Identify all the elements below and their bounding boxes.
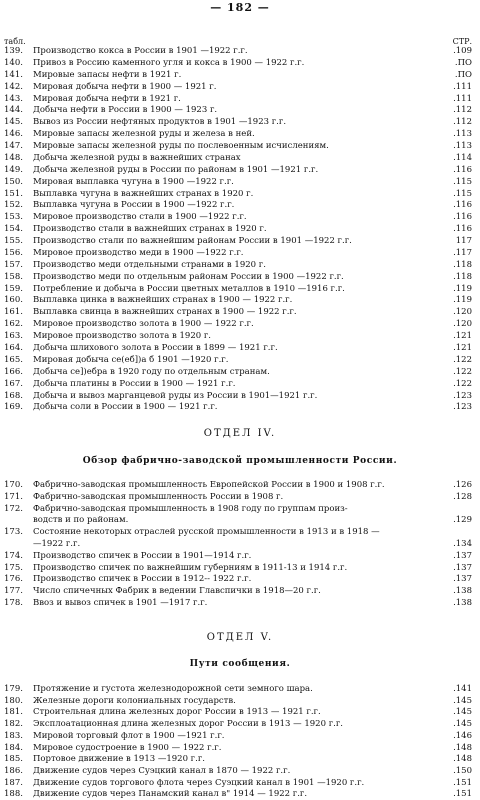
entry-number: 156. xyxy=(4,247,23,258)
entry-number: 140. xyxy=(4,57,23,68)
toc-entry xyxy=(0,765,480,777)
toc-entry xyxy=(0,562,480,574)
entry-page: .137 xyxy=(453,562,472,573)
entry-page: .116 xyxy=(453,200,472,211)
entry-number: 175. xyxy=(4,562,23,573)
entry-page: .129 xyxy=(453,515,472,526)
table-column-header: табл. xyxy=(4,37,26,46)
entry-page: .138 xyxy=(453,598,472,608)
entry-page: .120 xyxy=(453,307,472,318)
toc-entry xyxy=(0,683,480,695)
entry-number: 186. xyxy=(4,765,23,776)
entry-title: Выплавка цинка в важнейших странах в 1900 — 1922 г.г. xyxy=(33,295,293,306)
entry-page: .112 xyxy=(453,117,472,128)
toc-entry xyxy=(0,140,480,152)
entry-title: Мировой торговый флот в 1900 —1921 г.г. xyxy=(33,730,225,741)
entry-title: Мировое производство стали в 1900 —1922 г.г. xyxy=(33,212,247,223)
entry-title: Привоз в Россию каменного угля и кокса в 1900 — 1922 г.г. xyxy=(33,57,305,68)
entry-page: .117 xyxy=(453,247,472,258)
toc-entry xyxy=(0,514,480,526)
entry-title: Добыча железной руды в России по районам в 1901 —1921 г.г. xyxy=(33,164,319,175)
entry-number: 187. xyxy=(4,777,23,788)
entry-title: Ввоз и вывоз спичек в 1901 —1917 г.г. xyxy=(33,598,208,608)
toc-entry xyxy=(0,390,480,402)
entry-title: Железные дороги колониальных государств. xyxy=(33,695,236,706)
toc-entry xyxy=(0,259,480,271)
entry-title: Мировые запасы железной руды по послевоенным исчислениям. xyxy=(33,141,329,152)
entry-title: Число спичечных Фабрик в ведении Главспички в 1918—20 г.г. xyxy=(33,586,321,597)
toc-entry xyxy=(0,753,480,765)
toc-entry xyxy=(0,777,480,789)
entry-page: 117 xyxy=(455,236,472,247)
toc-entry xyxy=(0,550,480,562)
entry-number: 165. xyxy=(4,354,23,365)
entry-number: 141. xyxy=(4,69,23,80)
entry-number: 171. xyxy=(4,491,23,502)
entry-title: —1922 г.г. xyxy=(33,539,81,549)
entry-number: 166. xyxy=(4,366,23,377)
entry-number: 139. xyxy=(4,46,23,56)
entry-title: Добыча и вывоз марганцевой руды из России в 1901—1921 г.г. xyxy=(33,390,318,401)
entry-number: 167. xyxy=(4,378,23,389)
entry-page: .116 xyxy=(453,164,472,175)
entry-number: 144. xyxy=(4,105,23,116)
entry-title: Производство кокса в России в 1901 —1922 г.г. xyxy=(33,46,248,56)
toc-entry xyxy=(0,318,480,330)
entry-title: Добыча шлихового золота в России в 1899 — 1921 г.г. xyxy=(33,343,278,353)
toc-entry xyxy=(0,306,480,318)
toc-entry xyxy=(0,45,480,57)
entry-title: Движение судов через Панамский канал в" 1914 — 1922 г.г. xyxy=(33,789,308,800)
toc-entry xyxy=(0,718,480,730)
entry-number: 154. xyxy=(4,224,23,235)
entry-page: .137 xyxy=(453,574,472,585)
entry-number: 179. xyxy=(4,684,23,694)
entry-title: Строительная длина железных дорог России в 1913 — 1921 г.г. xyxy=(33,707,321,718)
entry-title: Производство спичек в России в 1901—1914 г.г. xyxy=(33,550,252,561)
entry-number: 159. xyxy=(4,283,23,294)
entry-title: Выплавка свинца в важнейших странах в 1900 — 1922 г.г. xyxy=(33,307,297,318)
entry-page: .120 xyxy=(453,319,472,330)
entry-page: .ПО xyxy=(454,57,472,68)
toc-entry xyxy=(0,283,480,295)
section-5-title: Пути сообщения. xyxy=(189,659,291,669)
entry-title: Мировое производство меди в 1900 —1922 г.г. xyxy=(33,247,244,258)
entry-number: 142. xyxy=(4,81,23,92)
entry-page: .122 xyxy=(453,366,472,377)
entry-page: .109 xyxy=(453,46,472,56)
entry-number: 146. xyxy=(4,129,23,140)
toc-entry xyxy=(0,695,480,707)
entry-title: Состояние некоторых отраслей русской промышленности в 1913 и в 1918 — xyxy=(33,527,380,538)
entry-page: .121 xyxy=(453,343,472,353)
entry-page: .148 xyxy=(453,754,472,765)
entry-number: 153. xyxy=(4,212,23,223)
toc-entry xyxy=(0,188,480,200)
entry-title: водств и по районам. xyxy=(33,515,129,526)
entry-page: .111 xyxy=(453,93,472,104)
entry-page: .115 xyxy=(453,176,472,187)
entry-title: Выплавка чугуна в важнейших странах в 1920 г. xyxy=(33,188,254,199)
entry-page: .151 xyxy=(453,777,472,788)
entry-title: Производство спичек в России в 1912-- 1922 г.г. xyxy=(33,574,252,585)
entry-page: .115 xyxy=(453,188,472,199)
entry-page: .111 xyxy=(453,81,472,92)
toc-entry xyxy=(0,164,480,176)
entry-number: 185. xyxy=(4,754,23,765)
entry-title: Мировая добыча нефти в 1900 — 1921 г. xyxy=(33,81,217,92)
entry-number: 178. xyxy=(4,598,23,608)
entry-page: .116 xyxy=(453,212,472,223)
entry-number: 143. xyxy=(4,93,23,104)
toc-entry xyxy=(0,503,480,515)
section-5-heading: ОТДЕЛ V. xyxy=(206,632,274,643)
toc-entry xyxy=(0,69,480,81)
entry-page: .126 xyxy=(453,480,472,490)
entry-title: Движение судов торгового флота через Суэцкий канал в 1901 —1920 г.г. xyxy=(33,777,365,788)
entry-number: 145. xyxy=(4,117,23,128)
entry-page: .138 xyxy=(453,586,472,597)
entry-number: 176. xyxy=(4,574,23,585)
entry-title: Добыча платины в России в 1900 — 1921 г.г. xyxy=(33,378,236,389)
toc-entry xyxy=(0,378,480,390)
entry-page: .122 xyxy=(453,354,472,365)
toc-entry xyxy=(0,706,480,718)
entry-title: Мировые запасы железной руды и железа в ней. xyxy=(33,129,255,140)
entry-page: .123 xyxy=(453,390,472,401)
entry-title: Мировая добыча се(еб])а б 1901 —1920 г.г. xyxy=(33,354,229,365)
toc-entry xyxy=(0,57,480,69)
entry-number: 155. xyxy=(4,236,23,247)
entry-title: Мировая добыча нефти в 1921 г. xyxy=(33,93,181,104)
toc-entry xyxy=(0,81,480,93)
entry-number: 172. xyxy=(4,503,23,514)
entry-page: .113 xyxy=(453,129,472,140)
entry-page: .123 xyxy=(453,402,472,413)
toc-entry xyxy=(0,479,480,491)
toc-entry xyxy=(0,152,480,164)
toc-entry xyxy=(0,235,480,247)
entry-number: 188. xyxy=(4,789,23,800)
entry-title: Производство меди по отдельным районам России в 1900 —1922 г.г. xyxy=(33,271,344,282)
entry-number: 163. xyxy=(4,331,23,342)
entry-number: 182. xyxy=(4,719,23,730)
toc-entry xyxy=(0,538,480,550)
entry-number: 152. xyxy=(4,200,23,211)
toc-entry xyxy=(0,330,480,342)
page-column-header: СТР. xyxy=(452,37,472,46)
entry-page: .134 xyxy=(453,539,472,549)
entry-number: 180. xyxy=(4,695,23,706)
entry-page: .121 xyxy=(453,331,472,342)
toc-entry xyxy=(0,585,480,597)
toc-entry xyxy=(0,573,480,585)
entry-title: Движение судов через Суэцкий канал в 1870 — 1922 г.г. xyxy=(33,765,291,776)
entry-title: Добыча се])ебра в 1920 году по отдельным странам. xyxy=(33,366,270,377)
toc-entry xyxy=(0,366,480,378)
entry-number: 170. xyxy=(4,480,23,490)
entry-number: 174. xyxy=(4,550,23,561)
toc-entry xyxy=(0,342,480,354)
section-4-heading: ОТДЕЛ IV. xyxy=(203,428,277,439)
entry-page: .112 xyxy=(453,105,472,116)
entry-number: 158. xyxy=(4,271,23,282)
entry-title: Протяжение и густота железнодорожной сети земного шара. xyxy=(33,684,313,694)
entry-title: Добыча соли в России в 1900 — 1921 г.г. xyxy=(33,402,218,413)
entry-number: 157. xyxy=(4,259,23,270)
entry-title: Производство спичек по важнейшим губерниям в 1911-13 и 1914 г.г. xyxy=(33,562,348,573)
entry-number: 161. xyxy=(4,307,23,318)
entry-page: .118 xyxy=(453,271,472,282)
entry-page: .150 xyxy=(453,765,472,776)
entry-page: .145 xyxy=(453,707,472,718)
entry-title: Фабрично-заводская промышленность в 1908 году по группам произ- xyxy=(33,503,348,514)
entry-page: .119 xyxy=(453,283,472,294)
entry-title: Мировое производство золота в 1900 — 1922 г.г. xyxy=(33,319,254,330)
entry-page: .118 xyxy=(453,259,472,270)
entry-title: Мировое судостроение в 1900 — 1922 г.г. xyxy=(33,742,222,753)
toc-entry xyxy=(0,788,480,800)
entry-title: Мировая выплавка чугуна в 1900 —1922 г.г. xyxy=(33,176,234,187)
entry-title: Мировое производство золота в 1920 г. xyxy=(33,331,212,342)
entry-title: Добыча железной руды в важнейших странах xyxy=(33,152,241,163)
entry-number: 162. xyxy=(4,319,23,330)
toc-entry xyxy=(0,271,480,283)
entry-page: .137 xyxy=(453,550,472,561)
entry-number: 183. xyxy=(4,730,23,741)
page-number: — 182 — xyxy=(210,1,270,14)
toc-entry xyxy=(0,294,480,306)
entry-number: 164. xyxy=(4,343,23,353)
entry-title: Производство стали по важнейшим районам России в 1901 —1922 г.г. xyxy=(33,236,352,247)
toc-entry xyxy=(0,597,480,609)
entry-title: Выплавка чугуна в России в 1900 —1922 г.г. xyxy=(33,200,235,211)
entry-page: .148 xyxy=(453,742,472,753)
toc-entry xyxy=(0,93,480,105)
toc-entry xyxy=(0,491,480,503)
toc-entry xyxy=(0,742,480,754)
toc-entry xyxy=(0,401,480,413)
toc-entry xyxy=(0,247,480,259)
entry-page: .113 xyxy=(453,141,472,152)
entry-page: .151 xyxy=(453,789,472,800)
entry-page: .141 xyxy=(453,684,472,694)
entry-page: .119 xyxy=(453,295,472,306)
entry-title: Фабрично-заводская промышленность России в 1908 г. xyxy=(33,491,284,502)
toc-entry xyxy=(0,116,480,128)
toc-entry xyxy=(0,211,480,223)
entry-title: Производство меди отдельными странами в 1920 г. xyxy=(33,259,266,270)
entry-number: 148. xyxy=(4,152,23,163)
entry-title: Мировые запасы нефти в 1921 г. xyxy=(33,69,182,80)
entry-number: 147. xyxy=(4,141,23,152)
entry-number: 160. xyxy=(4,295,23,306)
toc-entry xyxy=(0,223,480,235)
entry-page: .ПО xyxy=(454,69,472,80)
entry-number: 169. xyxy=(4,402,23,413)
toc-entry xyxy=(0,199,480,211)
entry-page: .114 xyxy=(453,152,472,163)
entry-number: 151. xyxy=(4,188,23,199)
toc-entry xyxy=(0,730,480,742)
entry-page: .145 xyxy=(453,695,472,706)
toc-entry xyxy=(0,176,480,188)
entry-number: 149. xyxy=(4,164,23,175)
entry-page: .128 xyxy=(453,491,472,502)
entry-title: Фабрично-заводская промышленность Европейской России в 1900 и 1908 г.г. xyxy=(33,480,385,490)
entry-number: 181. xyxy=(4,707,23,718)
entry-number: 184. xyxy=(4,742,23,753)
entry-title: Производство стали в важнейших странах в 1920 г. xyxy=(33,224,267,235)
entry-title: Эксплоатационная длина железных дорог России в 1913 — 1920 г.г. xyxy=(33,719,344,730)
toc-entry xyxy=(0,128,480,140)
entry-page: .116 xyxy=(453,224,472,235)
entry-page: .146 xyxy=(453,730,472,741)
entry-title: Добыча нефти в России в 1900 — 1923 г. xyxy=(33,105,218,116)
toc-entry xyxy=(0,354,480,366)
entry-page: .145 xyxy=(453,719,472,730)
entry-title: Портовое движение в 1913 —1920 г.г. xyxy=(33,754,205,765)
entry-title: Потребление и добыча в России цветных металлов в 1910 —1916 г.г. xyxy=(33,283,345,294)
toc-entry xyxy=(0,104,480,116)
entry-number: 150. xyxy=(4,176,23,187)
entry-page: .122 xyxy=(453,378,472,389)
toc-entry xyxy=(0,526,480,538)
entry-number: 177. xyxy=(4,586,23,597)
entry-number: 173. xyxy=(4,527,23,538)
entry-number: 168. xyxy=(4,390,23,401)
section-4-title: Обзор фабрично-заводской промышленности России. xyxy=(82,456,398,466)
entry-title: Вывоз из России нефтяных продуктов в 1901 —1923 г.г. xyxy=(33,117,287,128)
